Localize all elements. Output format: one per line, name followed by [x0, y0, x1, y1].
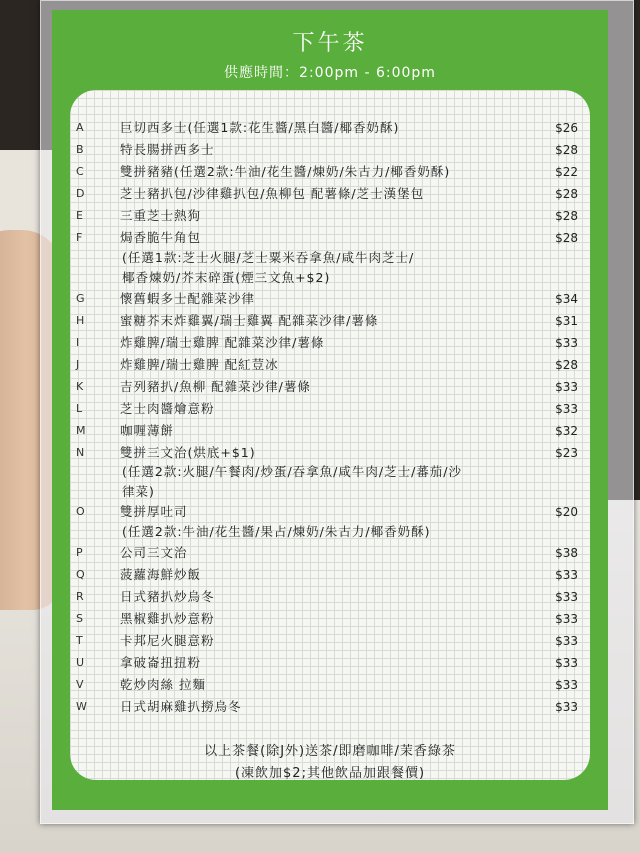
menu-item [70, 565, 590, 587]
item-code: W [76, 700, 87, 713]
item-price: $33 [555, 612, 578, 626]
menu-item [70, 377, 590, 399]
item-price: $33 [555, 336, 578, 350]
item-code: T [76, 634, 83, 647]
footnote-surcharge: (凍飲加$2;其他飲品加跟餐價) [234, 766, 426, 781]
menu-item [70, 399, 590, 421]
menu-item [70, 311, 590, 333]
item-name: 焗香脆牛角包 [120, 230, 202, 245]
item-price: $31 [555, 314, 578, 328]
menu-title: 下午茶 [292, 31, 368, 56]
item-price: $33 [555, 656, 578, 670]
item-f-options-1: (任選1款:芝士火腿/芝士粟米吞拿魚/咸牛肉芝士/ [122, 250, 415, 265]
item-price: $38 [555, 546, 578, 560]
item-price: $28 [555, 231, 578, 245]
item-code: K [76, 380, 84, 393]
item-price: $28 [555, 358, 578, 372]
item-name: 咖喱薄餅 [120, 423, 175, 438]
item-price: $33 [555, 700, 578, 714]
item-price: $28 [555, 209, 578, 223]
menu-item [70, 543, 590, 565]
menu-item [70, 355, 590, 377]
item-n-options-2: 律菜) [122, 484, 155, 499]
footnote-drinks: 以上茶餐(除J外)送茶/即磨咖啡/茉香綠茶 [204, 744, 456, 759]
item-name: 乾炒肉絲 拉麵 [120, 677, 206, 692]
item-code: F [76, 231, 83, 244]
item-code: U [76, 656, 85, 669]
menu-item [70, 609, 590, 631]
item-price: $33 [555, 634, 578, 648]
item-code: V [76, 678, 84, 691]
item-name: 雙拼三文治(烘底+$1) [120, 445, 256, 460]
item-name: 巨切西多士(任選1款:花生醬/黑白醬/椰香奶酥) [120, 120, 400, 135]
item-code: C [76, 165, 84, 178]
item-code: M [76, 424, 86, 437]
item-code: H [76, 314, 85, 327]
menu-item [70, 228, 590, 250]
item-name: 公司三文治 [120, 545, 188, 560]
menu-card [52, 10, 608, 810]
item-code: P [76, 546, 83, 559]
item-price: $28 [555, 143, 578, 157]
item-name: 芝士豬扒包/沙律雞扒包/魚柳包 配薯條/芝士漢堡包 [120, 186, 425, 201]
menu-item [70, 421, 590, 443]
item-name: 芝士肉醬燴意粉 [120, 401, 215, 416]
service-hours: 供應時間：2:00pm - 6:00pm [224, 65, 436, 81]
item-name: 炸雞脾/瑞士雞脾 配紅荳冰 [120, 357, 279, 372]
item-n-options-1: (任選2款:火腿/午餐肉/炒蛋/吞拿魚/咸牛肉/芝士/蕃茄/沙 [122, 464, 463, 479]
menu-item [70, 206, 590, 228]
item-price: $33 [555, 678, 578, 692]
menu-item [70, 333, 590, 355]
item-code: Q [76, 568, 85, 581]
item-code: E [76, 209, 83, 222]
item-name: 菠蘿海鮮炒飯 [120, 567, 202, 582]
menu-item [70, 140, 590, 162]
menu-item [70, 289, 590, 311]
item-name: 雙拼厚吐司 [120, 504, 188, 519]
item-code: J [76, 358, 80, 371]
item-name: 三重芝士熱狗 [120, 208, 202, 223]
item-name: 黑椒雞扒炒意粉 [120, 611, 215, 626]
item-name: 懷舊蝦多士配雜菜沙律 [120, 291, 256, 306]
menu-item [70, 631, 590, 653]
item-price: $26 [555, 121, 578, 135]
item-price: $33 [555, 590, 578, 604]
item-price: $22 [555, 165, 578, 179]
item-price: $32 [555, 424, 578, 438]
item-price: $28 [555, 187, 578, 201]
menu-item [70, 502, 590, 524]
item-price: $33 [555, 380, 578, 394]
item-name: 炸雞脾/瑞士雞脾 配雜菜沙律/薯條 [120, 335, 325, 350]
item-name: 蜜糖芥末炸雞翼/瑞士雞翼 配雜菜沙律/薯條 [120, 313, 379, 328]
item-code: I [76, 336, 80, 349]
menu-panel [70, 90, 590, 780]
item-o-options: (任選2款:牛油/花生醬/果占/煉奶/朱古力/椰香奶酥) [122, 524, 431, 539]
menu-item [70, 697, 590, 719]
item-code: G [76, 292, 85, 305]
item-price: $20 [555, 505, 578, 519]
menu-item [70, 587, 590, 609]
item-price: $33 [555, 568, 578, 582]
item-code: N [76, 446, 85, 459]
item-price: $34 [555, 292, 578, 306]
item-code: B [76, 143, 84, 156]
item-code: S [76, 612, 83, 625]
item-code: L [76, 402, 83, 415]
item-name: 日式胡麻雞扒撈烏冬 [120, 699, 242, 714]
item-name: 日式豬扒炒烏冬 [120, 589, 215, 604]
item-name: 雙拼豬豬(任選2款:牛油/花生醬/煉奶/朱古力/椰香奶酥) [120, 164, 451, 179]
item-name: 卡邦尼火腿意粉 [120, 633, 215, 648]
item-code: R [76, 590, 84, 603]
item-name: 特長腸拼西多士 [120, 142, 215, 157]
item-f-options-2: 椰香煉奶/芥末碎蛋(煙三文魚+$2) [122, 270, 331, 285]
menu-item [70, 653, 590, 675]
item-name: 吉列豬扒/魚柳 配雜菜沙律/薯條 [120, 379, 311, 394]
menu-item [70, 184, 590, 206]
item-code: O [76, 505, 85, 518]
item-code: A [76, 121, 84, 134]
menu-item [70, 118, 590, 140]
menu-item [70, 162, 590, 184]
item-code: D [76, 187, 85, 200]
menu-item [70, 675, 590, 697]
item-price: $33 [555, 402, 578, 416]
item-price: $23 [555, 446, 578, 460]
item-name: 拿破崙扭扭粉 [120, 655, 202, 670]
